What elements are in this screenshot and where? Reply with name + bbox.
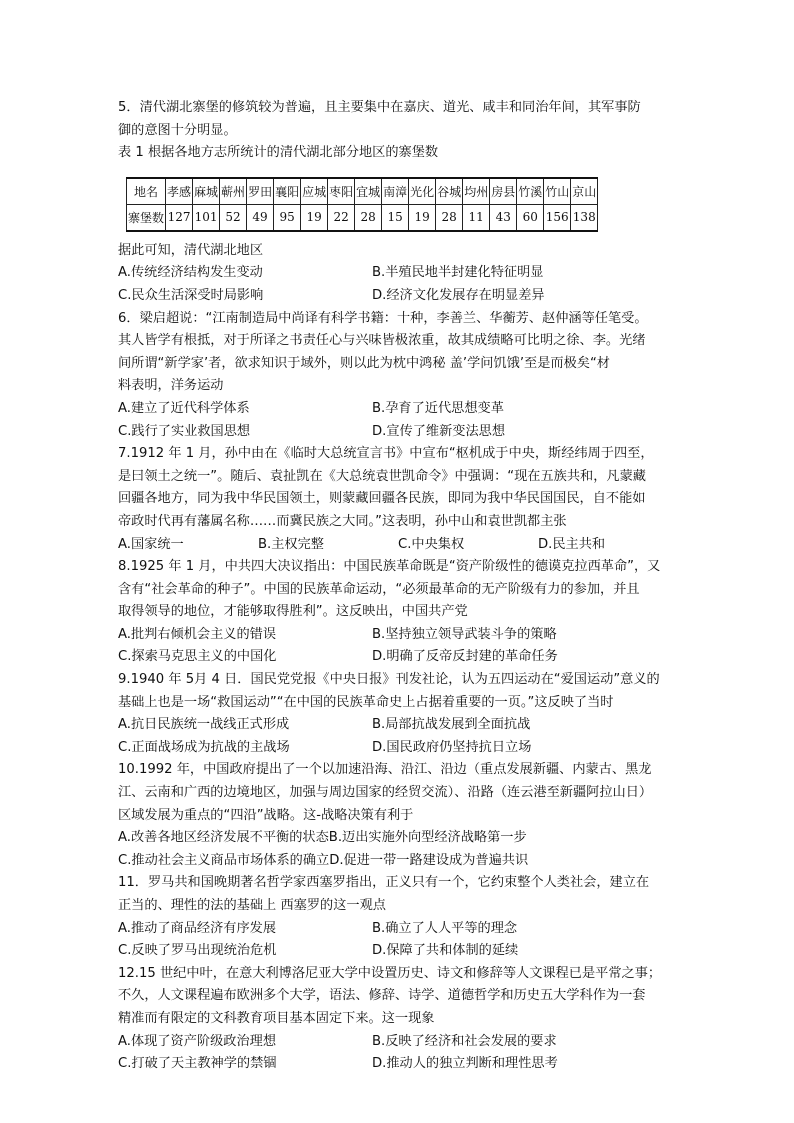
table-cell: 竹溪 [517, 178, 544, 205]
table-cell: 156 [544, 204, 571, 231]
option-a: A.国家统一 [118, 536, 184, 552]
option-row [118, 398, 678, 421]
option-b: B.孕育了近代思想变革 [372, 400, 504, 416]
option-a: A.推动了商品经济有序发展 [118, 920, 277, 936]
option-row [118, 421, 678, 444]
option-row [118, 737, 678, 760]
question-text: 料表明，洋务运动 [118, 378, 224, 394]
table-cell: 19 [409, 204, 436, 231]
table-cell: 京山 [571, 178, 598, 205]
option-row [118, 262, 678, 285]
option-c: C.中央集权 [398, 536, 465, 552]
option-row [118, 624, 678, 647]
table-cell: 襄阳 [274, 178, 301, 205]
table-cell: 罗田 [247, 178, 274, 205]
table-cell: 22 [328, 204, 355, 231]
option-row [118, 534, 678, 557]
question-8 [118, 556, 678, 669]
exam-page [118, 97, 678, 1076]
question-6 [118, 308, 678, 444]
table-cell: 127 [166, 204, 193, 231]
option-c: C.民众生活深受时局影响 [118, 287, 264, 303]
table-cell: 房县 [490, 178, 517, 205]
question-text: 御的意图十分明显。 [118, 122, 237, 138]
table-cell: 孝感 [166, 178, 193, 205]
fortress-count-table [126, 177, 598, 232]
table-caption: 表 1 根据各地方志所统计的清代湖北部分地区的寨堡数 [118, 145, 439, 161]
option-a: A.建立了近代科学体系 [118, 400, 250, 416]
question-text: 基础上也是一场“救国运动”“在中国的民族革命史上占据着重要的一页。”这反映了当时 [118, 694, 614, 710]
table-cell: 19 [301, 204, 328, 231]
table-header-cell: 地名 [127, 178, 166, 205]
option-row [118, 285, 678, 308]
table-cell: 60 [517, 204, 544, 231]
option-c: C.反映了罗马出现统治危机 [118, 943, 277, 959]
option-row [118, 940, 678, 963]
table-cell: 均州 [463, 178, 490, 205]
option-row [118, 918, 678, 941]
question-7 [118, 443, 678, 556]
question-text: 7.1912 年 1 月，孙中由在《临时大总统宣言书》中宣布“枢机成于中央，斯经纬周于四至， [118, 446, 654, 462]
question-text: 9.1940 年 5月 4 日．国民党党报《中央日报》刊发社论，认为五四运动在“爱国运动”意义的 [118, 672, 660, 688]
table-cell: 南漳 [382, 178, 409, 205]
question-text: 正当的、理性的法的基础上 西塞罗的这一观点 [118, 898, 386, 913]
option-c: C.正面战场成为抗战的主战场 [118, 739, 290, 755]
question-10 [118, 759, 678, 872]
option-d: D.明确了反帝反封建的革命任务 [372, 649, 558, 665]
table-row-places [127, 178, 598, 205]
option-a: A.体现了资产阶级政治理想 [118, 1033, 277, 1049]
question-text: 5．清代湖北寨堡的修筑较为普遍，且主要集中在嘉庆、道光、咸丰和同治年间，其军事防 [118, 100, 641, 115]
question-text: 10.1992 年，中国政府提出了一个以加速沿海、沿江、沿边（重点发展新疆、内蒙古、黑龙 [118, 762, 652, 778]
table-cell: 52 [220, 204, 247, 231]
table-cell: 光化 [409, 178, 436, 205]
table-cell: 28 [355, 204, 382, 231]
table-cell: 谷城 [436, 178, 463, 205]
question-text: 江、云南和广西的边境地区，加强与周边国家的经贸交流）、沿路（连云港至新疆阿拉山日） [118, 785, 653, 801]
question-text: 帝政时代再有藩属名称……而冀民族之大同。”这表明，孙中山和袁世凯都主张 [118, 513, 567, 529]
option-b: B.局部抗战发展到全面抗战 [372, 717, 531, 733]
option-b: B.坚持独立领导武装斗争的策略 [372, 626, 557, 642]
option-d: D.推动人的独立判断和理性思考 [372, 1056, 558, 1072]
table-cell: 应城 [301, 178, 328, 205]
table-cell: 宜城 [355, 178, 382, 205]
question-5 [118, 97, 678, 308]
question-text: 含有“社会革命的种子”。中国的民族革命运动，“必须最革命的无产阶级有力的参加，并且 [118, 581, 640, 597]
question-text: 不久，人文课程遍布欧洲多个大学，语法、修辞、诗学、道德哲学和历史五大学科作为一套 [118, 988, 646, 1004]
option-d: D.经济文化发展存在明显差异 [372, 287, 545, 303]
option-row: A.改善各地区经济发展不平衡的状态B.迈出实施外向型经济战略第一步 [118, 830, 527, 846]
option-row: C.推动社会主义商品市场体系的确立D.促进一带一路建设成为普遍共识 [118, 852, 529, 868]
question-text: 回疆各地方，同为我中华民国领土，则蒙藏回疆各民族，即同为我中华民国国民，自不能如 [118, 491, 646, 507]
table-cell: 138 [571, 204, 598, 231]
table-cell: 43 [490, 204, 517, 231]
option-b: B.半殖民地半封建化特征明显 [372, 265, 544, 281]
table-cell: 蕲州 [220, 178, 247, 205]
question-text: 12.15 世纪中叶，在意大利博洛尼亚大学中设置历史、诗文和修辞等人文课程已是平常之事； [118, 965, 662, 981]
question-text: 其人皆学有根抵，对于所译之书责任心与兴味皆极浓重，故其成绩略可比明之徐、李。光绪 [118, 333, 646, 349]
option-b: B.主权完整 [258, 536, 324, 552]
option-c: C.践行了实业救国思想 [118, 423, 251, 439]
table-cell: 28 [436, 204, 463, 231]
table-header-cell: 寨堡数 [127, 204, 166, 231]
option-c: C.探索马克思主义的中国化 [118, 649, 277, 665]
question-text: 精准而有限定的文科教育项目基本固定下来。这一现象 [118, 1010, 435, 1026]
option-d: D.国民政府仍坚持抗日立场 [372, 739, 532, 755]
option-b: B.反映了经济和社会发展的要求 [372, 1033, 557, 1049]
table-row-counts [127, 204, 598, 231]
table-cell: 49 [247, 204, 274, 231]
option-a: A.传统经济结构发生变动 [118, 265, 263, 281]
table-cell: 枣阳 [328, 178, 355, 205]
question-text: 6．梁启超说：“江南制造局中尚译有科学书籍：十种，李善兰、华蘅芳、赵仲涵等任笔受。 [118, 310, 648, 326]
question-9 [118, 669, 678, 759]
option-a: A.抗日民族统一战线正式形成 [118, 717, 290, 733]
question-12 [118, 963, 678, 1076]
option-row [118, 646, 678, 669]
table-cell: 麻城 [193, 178, 220, 205]
question-text: 间所谓“新学家’者，欲求知识于域外，则以此为枕中鸿秘 盖’学问饥饿’至是而极矣“材 [118, 355, 610, 371]
option-row [118, 714, 678, 737]
option-d: D.保障了共和体制的延续 [372, 943, 519, 959]
option-d: D.宣传了维新变法思想 [372, 423, 506, 439]
table-cell: 95 [274, 204, 301, 231]
question-text: 11．罗马共和国晚期著名哲学家西塞罗指出，正义只有一个，它约束整个人类社会，建立在 [118, 875, 650, 891]
table-cell: 11 [463, 204, 490, 231]
option-d: D.民主共和 [538, 536, 606, 552]
option-b: B.确立了人人平等的理念 [372, 920, 518, 936]
option-row [118, 1031, 678, 1054]
question-text: 8.1925 年 1 月，中共四大决议指出：中国民族革命既是“资产阶级性的德谟克拉西革命”，又 [118, 559, 661, 575]
table-cell: 15 [382, 204, 409, 231]
question-text: 据此可知，清代湖北地区 [118, 242, 264, 258]
question-text: 是曰领土之统一”。随后、袁扯凯在《大总统袁世凯命令》中强调：“现在五族共和，凡蒙藏 [118, 468, 646, 484]
option-c: C.打破了天主教神学的禁锢 [118, 1056, 277, 1072]
option-a: A.批判右倾机会主义的错误 [118, 626, 277, 642]
table-cell: 竹山 [544, 178, 571, 205]
option-row [118, 1053, 678, 1076]
question-text: 取得领导的地位，才能够取得胜利”。这反映出，中国共产党 [118, 604, 468, 620]
table-cell: 101 [193, 204, 220, 231]
question-11 [118, 872, 678, 962]
question-text: 区域发展为重点的“四沿”战略。这-战略决策有利于 [118, 807, 414, 823]
